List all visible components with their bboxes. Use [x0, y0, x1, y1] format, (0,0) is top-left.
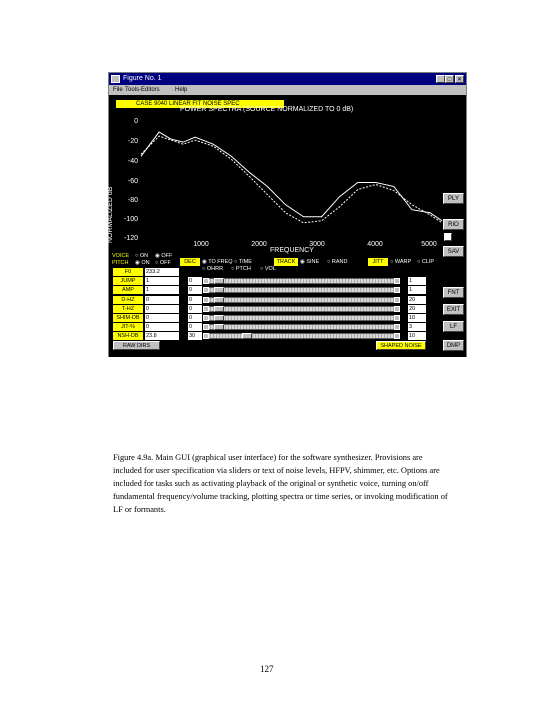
pitch-on-radio[interactable]: ◉ ON [135, 260, 150, 266]
param-label: T-HZ [113, 305, 143, 313]
param-slider[interactable] [203, 278, 400, 284]
spectrum-line-2 [141, 136, 442, 223]
voice-off-radio[interactable]: ◉ OFF [155, 253, 173, 259]
maximize-button[interactable]: □ [445, 75, 454, 83]
track-label: TRACK [274, 258, 298, 266]
slider-thumb[interactable] [214, 324, 224, 330]
param-min-field[interactable]: 0 [188, 277, 202, 285]
rand-radio[interactable]: ○ RAND [327, 259, 348, 265]
ohrr-radio[interactable]: ○ OHRR [202, 266, 224, 272]
window-title: Figure No. 1 [123, 75, 162, 82]
slider-thumb[interactable] [214, 297, 224, 303]
case-label: CASE 9040 LINEAR FIT NOISE SPEC [116, 100, 284, 108]
param-value-field[interactable]: 23.8 [145, 332, 179, 340]
param-slider[interactable] [203, 297, 400, 303]
slider-left-arrow[interactable] [203, 297, 209, 303]
param-max-field[interactable]: 20 [408, 305, 426, 313]
y-tick: -60 [127, 178, 138, 185]
exit-button[interactable]: EXIT [443, 304, 464, 315]
param-label: JIT-% [113, 323, 143, 331]
param-value-field[interactable]: 0 [145, 314, 179, 322]
fnt-button[interactable]: FNT [443, 287, 464, 298]
param-min-field[interactable]: 0 [188, 296, 202, 304]
slider-thumb[interactable] [214, 278, 224, 284]
play-button[interactable]: PLY [443, 193, 464, 204]
param-max-field[interactable]: 3 [408, 323, 426, 331]
raw-dirs-button[interactable]: RAW DIRS [113, 341, 160, 350]
ptch-radio[interactable]: ○ PTCH [231, 266, 251, 272]
slider-right-arrow[interactable] [394, 306, 400, 312]
sine-radio[interactable]: ◉ SINE [300, 259, 320, 265]
param-value-field[interactable]: 1 [145, 277, 179, 285]
y-tick: -100 [123, 216, 138, 223]
slider-left-arrow[interactable] [203, 306, 209, 312]
slider-right-arrow[interactable] [394, 315, 400, 321]
dmp-button[interactable]: DMP [443, 340, 464, 351]
slider-left-arrow[interactable] [203, 333, 209, 339]
slider-thumb[interactable] [242, 333, 252, 339]
clip-radio[interactable]: ○ CLIP [417, 259, 435, 265]
pitch-label: PITCH [112, 260, 129, 266]
x-tick: 1000 [193, 241, 209, 248]
shaped-noise-button[interactable]: SHAPED NOISE [376, 341, 426, 350]
title-bar [109, 73, 466, 85]
param-value-field[interactable]: 0 [145, 323, 179, 331]
save-button[interactable]: SAV [443, 246, 464, 257]
param-value-field[interactable]: 0 [145, 305, 179, 313]
param-slider[interactable] [203, 315, 400, 321]
param-max-field[interactable]: 10 [408, 314, 426, 322]
param-min-field[interactable]: 0 [188, 305, 202, 313]
slider-left-arrow[interactable] [203, 315, 209, 321]
pitch-off-radio[interactable]: ○ OFF [155, 260, 171, 266]
param-max-field[interactable]: 1 [408, 277, 426, 285]
param-max-field[interactable]: 1 [408, 286, 426, 294]
param-label: JUMP [113, 277, 143, 285]
param-value-field[interactable]: 0 [145, 296, 179, 304]
param-slider[interactable] [203, 333, 400, 339]
param-slider[interactable] [203, 306, 400, 312]
y-axis-label: NORMALIZED dB [107, 186, 114, 243]
jitt-label: JITT [368, 258, 388, 266]
page-number: 127 [260, 664, 274, 674]
param-value-field[interactable]: 233.2 [145, 268, 179, 276]
param-label: D-HZ [113, 296, 143, 304]
close-button[interactable]: ✕ [456, 77, 463, 83]
param-slider[interactable] [203, 324, 400, 330]
slider-right-arrow[interactable] [394, 333, 400, 339]
spectrum-line-1 [141, 132, 442, 221]
rio-button[interactable]: RIO [443, 219, 464, 230]
param-max-field[interactable]: 20 [408, 296, 426, 304]
time-radio[interactable]: ○ TIME [234, 259, 252, 265]
param-min-field[interactable]: 0 [188, 314, 202, 322]
slider-right-arrow[interactable] [394, 324, 400, 330]
param-label: NSH-DB [113, 332, 143, 340]
slider-left-arrow[interactable] [203, 324, 209, 330]
figure-app-icon [111, 75, 120, 83]
vol-radio[interactable]: ○ VOL [260, 266, 276, 272]
warp-radio[interactable]: ○ WARP [390, 259, 412, 265]
param-label: SHIM-DB [113, 314, 143, 322]
slider-left-arrow[interactable] [203, 278, 209, 284]
param-min-field[interactable]: 30 [188, 332, 202, 340]
slider-thumb[interactable] [214, 287, 224, 293]
dec-label: DEC [180, 258, 200, 266]
x-axis-label: FREQUENCY [270, 247, 314, 254]
menu-help[interactable]: Help [175, 87, 188, 93]
param-max-field[interactable]: 10 [408, 332, 426, 340]
x-tick: 3000 [309, 241, 325, 248]
slider-thumb[interactable] [214, 306, 224, 312]
param-value-field[interactable]: 1 [145, 286, 179, 294]
y-tick: -40 [127, 158, 138, 165]
lf-button[interactable]: LF [443, 321, 464, 332]
menu-file[interactable]: File [113, 87, 123, 93]
y-tick: -20 [127, 138, 138, 145]
slider-thumb[interactable] [214, 315, 224, 321]
y-tick: -80 [127, 197, 138, 204]
to-freq-radio[interactable]: ◉ TO FREQ [202, 259, 233, 265]
slider-left-arrow[interactable] [203, 287, 209, 293]
param-slider[interactable] [203, 287, 400, 293]
slider-right-arrow[interactable] [394, 297, 400, 303]
slider-right-arrow[interactable] [394, 287, 400, 293]
param-label: AMP [113, 286, 143, 294]
param-min-field[interactable]: 0 [188, 323, 202, 331]
figure-caption: Figure 4.9a. Main GUI (graphical user interface) for the software synthesizer. Provisions are included for user specification via sliders or text of noise levels, HFPV, shimmer, etc. Options are included for tasks such as activating playback of the original or synthetic voice, turning on/off fundamental frequency/volume tracking, plotting spectra or time series, or invoking modification of LF or formants. [113, 453, 448, 514]
slider-right-arrow[interactable] [394, 278, 400, 284]
voice-on-radio[interactable]: ○ ON [135, 253, 149, 259]
param-min-field[interactable]: 0 [188, 286, 202, 294]
y-tick: 0 [134, 118, 138, 125]
y-tick: -120 [123, 235, 138, 242]
menu-bar [109, 85, 466, 95]
toggle-checkbox[interactable] [444, 233, 452, 241]
menu-tools-editors[interactable]: Tools-Editors [125, 87, 160, 93]
param-label: F0 [113, 268, 143, 276]
minimize-button[interactable]: _ [436, 75, 445, 83]
x-tick: 2000 [251, 241, 267, 248]
x-tick: 4000 [367, 241, 383, 248]
voice-label: VOICE [112, 253, 130, 259]
plot-title: POWER SPECTRA (SOURCE NORMALIZED TO 0 dB) [180, 106, 354, 113]
x-tick: 5000 [421, 241, 437, 248]
